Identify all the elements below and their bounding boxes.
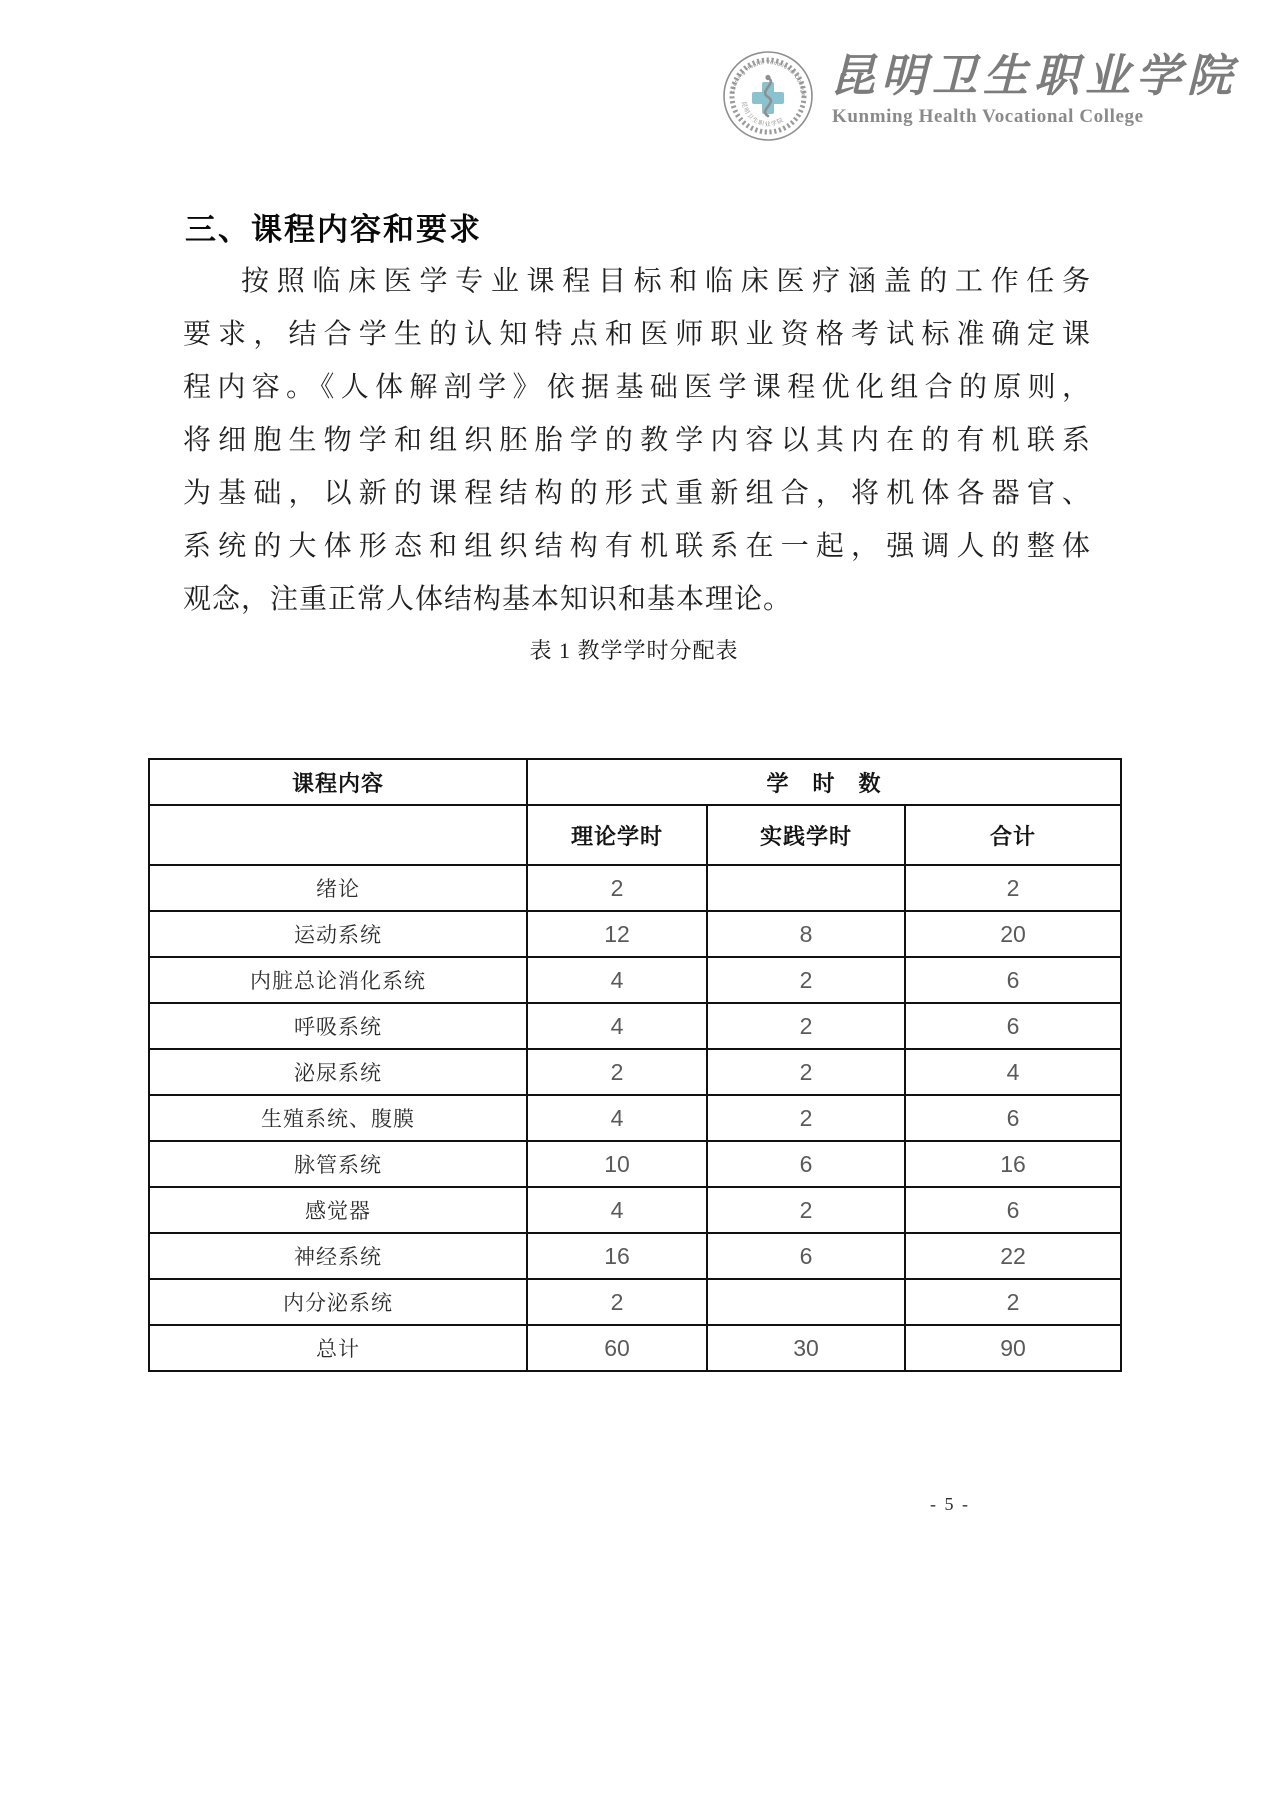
total-cell: 20 [905, 911, 1121, 957]
header-theory-hours: 理论学时 [527, 805, 707, 865]
practice-cell: 2 [707, 957, 905, 1003]
theory-cell: 60 [527, 1325, 707, 1371]
total-cell: 6 [905, 1187, 1121, 1233]
total-cell: 6 [905, 957, 1121, 1003]
theory-cell: 2 [527, 865, 707, 911]
course-cell: 绪论 [149, 865, 527, 911]
total-cell: 16 [905, 1141, 1121, 1187]
college-name-en: Kunming Health Vocational College [832, 106, 1144, 127]
theory-cell: 4 [527, 1187, 707, 1233]
table-row [149, 1187, 1121, 1233]
theory-cell: 2 [527, 1049, 707, 1095]
practice-cell: 2 [707, 1095, 905, 1141]
teaching-hours-table [148, 758, 1122, 1372]
seal-ring-text-bottom: 昆明卫生职业学院 [739, 101, 786, 129]
section-heading: 三、课程内容和要求 [185, 212, 482, 247]
header-empty-cell [149, 805, 527, 865]
table-row [149, 1279, 1121, 1325]
course-cell: 泌尿系统 [149, 1049, 527, 1095]
paragraph-line: 将细胞生物学和组织胚胎学的教学内容以其内在的有机联系 [183, 425, 1091, 456]
paragraph-line: 观念，注重正常人体结构基本知识和基本理论。 [183, 584, 793, 615]
page-number: - 5 - [930, 1494, 970, 1514]
total-cell: 2 [905, 865, 1121, 911]
table-row [149, 957, 1121, 1003]
header-practice-hours: 实践学时 [707, 805, 905, 865]
table-row [149, 865, 1121, 911]
theory-cell: 4 [527, 957, 707, 1003]
total-cell: 22 [905, 1233, 1121, 1279]
table-row [149, 1049, 1121, 1095]
course-cell: 生殖系统、腹膜 [149, 1095, 527, 1141]
paragraph-line: 程内容。《人体解剖学》依据基础医学课程优化组合的原则， [183, 372, 1091, 403]
college-seal [722, 50, 814, 142]
total-cell: 2 [905, 1279, 1121, 1325]
course-cell: 脉管系统 [149, 1141, 527, 1187]
seal-ring-text-top: Kunming Health Vocational College [730, 59, 806, 97]
table-row [149, 1233, 1121, 1279]
practice-cell: 2 [707, 1003, 905, 1049]
theory-cell: 12 [527, 911, 707, 957]
table-row [149, 1095, 1121, 1141]
paragraph-line: 为基础，以新的课程结构的形式重新组合，将机体各器官、 [183, 478, 1091, 509]
total-cell: 4 [905, 1049, 1121, 1095]
practice-cell [707, 1279, 905, 1325]
course-cell: 运动系统 [149, 911, 527, 957]
course-cell: 呼吸系统 [149, 1003, 527, 1049]
college-calligraphy: 昆明卫生职业学院 [830, 51, 1239, 101]
practice-cell: 30 [707, 1325, 905, 1371]
theory-cell: 16 [527, 1233, 707, 1279]
table-row [149, 1141, 1121, 1187]
theory-cell: 10 [527, 1141, 707, 1187]
table-row [149, 1003, 1121, 1049]
total-cell: 6 [905, 1003, 1121, 1049]
table-header-row-2 [149, 805, 1121, 865]
header-course-content: 课程内容 [149, 759, 527, 805]
paragraph-line: 系统的大体形态和组织结构有机联系在一起，强调人的整体 [183, 531, 1091, 562]
practice-cell: 6 [707, 1233, 905, 1279]
header-hours-group: 学 时 数 [527, 759, 1121, 805]
paragraph-line: 按照临床医学专业课程目标和临床医疗涵盖的工作任务 [241, 266, 1091, 297]
table-row [149, 911, 1121, 957]
course-cell: 内脏总论消化系统 [149, 957, 527, 1003]
theory-cell: 2 [527, 1279, 707, 1325]
table-header-row-1 [149, 759, 1121, 805]
paragraph-line: 要求，结合学生的认知特点和医师职业资格考试标准确定课 [183, 319, 1091, 350]
practice-cell: 2 [707, 1187, 905, 1233]
table-caption: 表 1 教学学时分配表 [529, 638, 739, 663]
table-row [149, 1325, 1121, 1371]
college-logo [722, 48, 1239, 148]
course-cell: 总计 [149, 1325, 527, 1371]
practice-cell: 6 [707, 1141, 905, 1187]
paragraph [183, 255, 1091, 626]
theory-cell: 4 [527, 1003, 707, 1049]
theory-cell: 4 [527, 1095, 707, 1141]
total-cell: 90 [905, 1325, 1121, 1371]
header-total: 合计 [905, 805, 1121, 865]
course-cell: 感觉器 [149, 1187, 527, 1233]
practice-cell: 2 [707, 1049, 905, 1095]
course-cell: 神经系统 [149, 1233, 527, 1279]
practice-cell: 8 [707, 911, 905, 957]
course-cell: 内分泌系统 [149, 1279, 527, 1325]
practice-cell [707, 865, 905, 911]
total-cell: 6 [905, 1095, 1121, 1141]
